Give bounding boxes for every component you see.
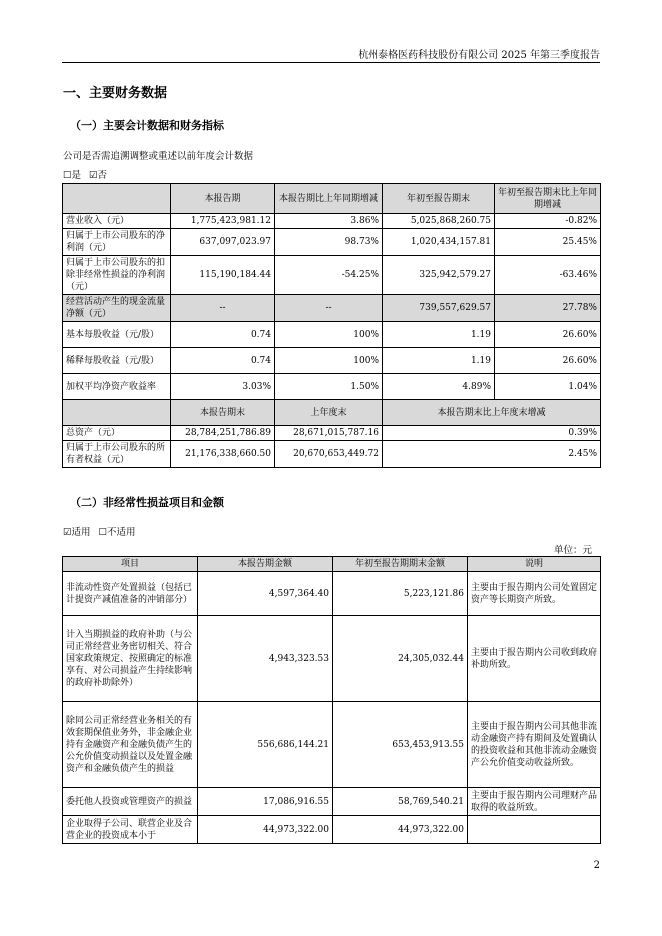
cell-value: 1.50% xyxy=(275,374,383,400)
cell-value: 0.74 xyxy=(171,322,275,348)
row-label: 归属于上市公司股东的净利润（元） xyxy=(63,229,171,256)
cell-value: 1.19 xyxy=(383,348,495,374)
table-row xyxy=(63,322,601,348)
row-label: 除同公司正常经营业务相关的有效套期保值业务外，非金融企业持有金融资产和金融负债产生的公允价值变动损益以及处置金融资产和金融负债产生的损益 xyxy=(63,702,198,788)
cell-value: 28,671,015,787.16 xyxy=(275,426,383,441)
cell-description xyxy=(468,816,601,844)
table-row xyxy=(63,256,601,295)
cell-value: 24,305,032.44 xyxy=(333,616,468,702)
cell-value: 2.45% xyxy=(383,441,601,468)
page-number: 2 xyxy=(593,860,600,871)
cell-value: 21,176,338,660.50 xyxy=(171,441,275,468)
cell-value: 98.73% xyxy=(275,229,383,256)
row-label: 经营活动产生的现金流量净额（元） xyxy=(63,295,171,322)
row-label: 基本每股收益（元/股） xyxy=(63,322,171,348)
cell-value: 28,784,251,786.89 xyxy=(171,426,275,441)
cell-value: 26.60% xyxy=(495,322,601,348)
table-row xyxy=(63,229,601,256)
cell-value: 0.74 xyxy=(171,348,275,374)
checkbox-applicable[interactable]: ☑适用 xyxy=(63,527,91,538)
table-header-cell: 年初至报告期期末金额 xyxy=(333,557,468,572)
table-row xyxy=(63,295,601,322)
table-header-cell: 本报告期末 xyxy=(171,400,275,426)
table-row xyxy=(63,441,601,468)
restate-options xyxy=(63,167,115,181)
cell-value: -0.82% xyxy=(495,214,601,229)
table-row xyxy=(63,374,601,400)
cell-value: 100% xyxy=(275,348,383,374)
table-row xyxy=(63,702,601,788)
applicable-options xyxy=(63,524,144,538)
table-header-cell: 年初至报告期末比上年同期增减 xyxy=(495,184,601,214)
cell-value: 27.78% xyxy=(495,295,601,322)
cell-value: 25.45% xyxy=(495,229,601,256)
cell-value: 5,025,868,260.75 xyxy=(383,214,495,229)
cell-value: 4,943,323.53 xyxy=(198,616,333,702)
non-recurring-items-table xyxy=(62,556,601,844)
cell-value: 3.03% xyxy=(171,374,275,400)
checkbox-not-applicable[interactable]: ☐不适用 xyxy=(98,527,136,538)
cell-value: 1.19 xyxy=(383,322,495,348)
cell-value: 4,597,364.40 xyxy=(198,572,333,616)
subsection-number: （二） xyxy=(70,496,103,509)
cell-value: 44,973,322.00 xyxy=(333,816,468,844)
cell-description: 主要由于报告期内公司处置固定资产等长期资产所致。 xyxy=(468,572,601,616)
table-row xyxy=(63,348,601,374)
checkbox-no[interactable]: ☑否 xyxy=(89,170,108,181)
cell-description: 主要由于报告期内公司收到政府补助所致。 xyxy=(468,616,601,702)
cell-value: 115,190,184.44 xyxy=(171,256,275,295)
subsection-label: 主要会计数据和财务指标 xyxy=(103,119,224,132)
cell-value: 556,686,144.21 xyxy=(198,702,333,788)
cell-value: 637,097,023.97 xyxy=(171,229,275,256)
table-header-cell: 本报告期比上年同期增减 xyxy=(275,184,383,214)
table-header-cell: 项目 xyxy=(63,557,198,572)
table-header-cell xyxy=(63,184,171,214)
cell-value: 20,670,653,449.72 xyxy=(275,441,383,468)
table-header-cell: 年初至报告期末 xyxy=(383,184,495,214)
cell-value: 100% xyxy=(275,322,383,348)
table-row xyxy=(63,426,601,441)
cell-value: 1,775,423,981.12 xyxy=(171,214,275,229)
row-label: 企业取得子公司、联营企业及合营企业的投资成本小于 xyxy=(63,816,198,844)
row-label: 加权平均净资产收益率 xyxy=(63,374,171,400)
restate-question: 公司是否需追溯调整或重述以前年度会计数据 xyxy=(63,151,254,162)
cell-description: 主要由于报告期内公司其他非流动金融资产持有期间及处置确认的投资收益和其他非流动金融资产公允价值变动收益所致。 xyxy=(468,702,601,788)
cell-value: -63.46% xyxy=(495,256,601,295)
cell-value: 58,769,540.21 xyxy=(333,788,468,816)
cell-value: 17,086,916.55 xyxy=(198,788,333,816)
cell-value: 44,973,322.00 xyxy=(198,816,333,844)
report-header: 杭州泰格医药科技股份有限公司 2025 年第三季度报告 xyxy=(358,50,600,61)
table-header-cell xyxy=(63,400,171,426)
table-header-cell: 说明 xyxy=(468,557,601,572)
subsection-number: （一） xyxy=(70,119,103,132)
table-row xyxy=(63,788,601,816)
row-label: 计入当期损益的政府补助（与公司正常经营业务密切相关、符合国家政策规定、按照确定的标准享有、对公司损益产生持续影响的政府补助除外） xyxy=(63,616,198,702)
header-rule xyxy=(62,62,600,63)
cell-value: 653,453,913.55 xyxy=(333,702,468,788)
row-label: 总资产（元） xyxy=(63,426,171,441)
cell-value: -- xyxy=(171,295,275,322)
cell-value: 1.04% xyxy=(495,374,601,400)
cell-value: 4.89% xyxy=(383,374,495,400)
row-label: 委托他人投资或管理资产的损益 xyxy=(63,788,198,816)
cell-value: 26.60% xyxy=(495,348,601,374)
unit-label: 单位：元 xyxy=(553,545,592,556)
cell-value: -- xyxy=(275,295,383,322)
table-header-cell: 本报告期 xyxy=(171,184,275,214)
cell-value: 0.39% xyxy=(383,426,601,441)
row-label: 营业收入（元） xyxy=(63,214,171,229)
cell-description: 主要由于报告期内公司理财产品取得的收益所致。 xyxy=(468,788,601,816)
financial-indicators-table xyxy=(62,183,601,468)
cell-value: 5,223,121.86 xyxy=(333,572,468,616)
table-header-cell: 本报告期末比上年度末增减 xyxy=(383,400,601,426)
row-label: 非流动性资产处置损益（包括已计提资产减值准备的冲销部分） xyxy=(63,572,198,616)
cell-value: 1,020,434,157.81 xyxy=(383,229,495,256)
cell-value: 325,942,579.27 xyxy=(383,256,495,295)
section-title: 一、主要财务数据 xyxy=(63,86,168,101)
row-label: 稀释每股收益（元/股） xyxy=(63,348,171,374)
cell-value: -54.25% xyxy=(275,256,383,295)
table-header-cell: 上年度末 xyxy=(275,400,383,426)
checkbox-yes[interactable]: ☐是 xyxy=(63,170,82,181)
cell-value: 739,557,629.57 xyxy=(383,295,495,322)
table-row xyxy=(63,572,601,616)
row-label: 归属于上市公司股东的扣除非经常性损益的净利润（元） xyxy=(63,256,171,295)
cell-value: 3.86% xyxy=(275,214,383,229)
row-label: 归属于上市公司股东的所有者权益（元） xyxy=(63,441,171,468)
table-header-cell: 本报告期金额 xyxy=(198,557,333,572)
table-row xyxy=(63,816,601,844)
table-row xyxy=(63,214,601,229)
subsection-label: 非经常性损益项目和金额 xyxy=(103,496,224,509)
subsection-title-1 xyxy=(63,117,224,133)
subsection-title-2 xyxy=(63,494,224,510)
table-row xyxy=(63,616,601,702)
